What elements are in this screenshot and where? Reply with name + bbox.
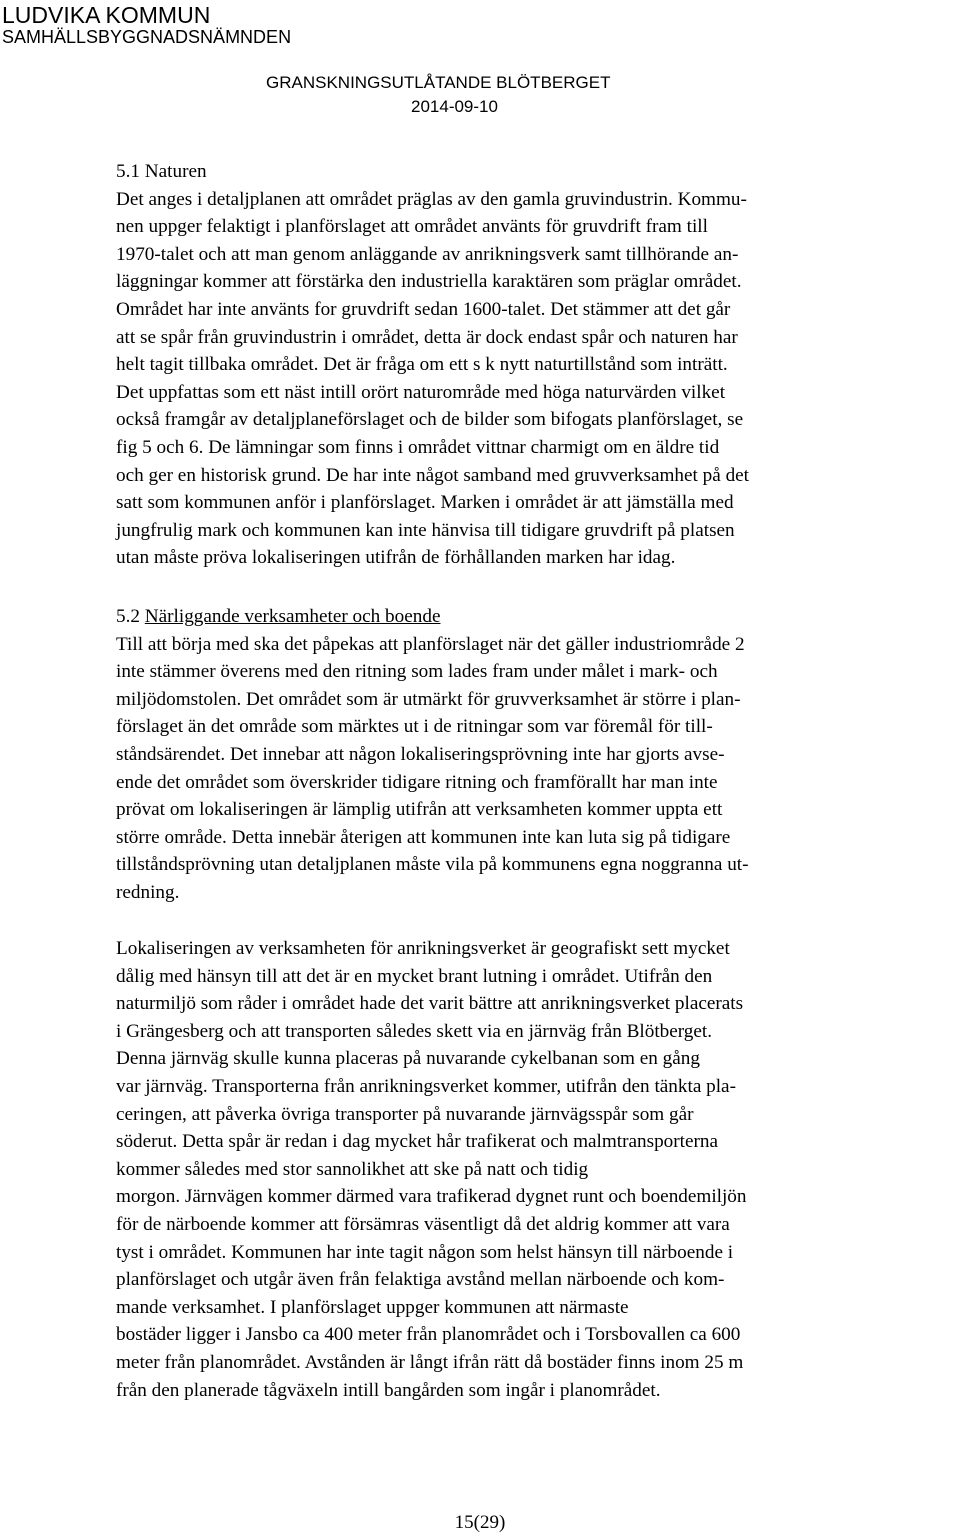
text-line: Det anges i detaljplanen att området präglas av den gamla gruvindustrin. Kommu- bbox=[116, 188, 747, 210]
text-line: inte stämmer överens med den ritning som lades fram under målet i mark- och bbox=[116, 661, 718, 683]
text-line: prövat om lokaliseringen är lämplig utifrån att verksamheten kommer uppta ett bbox=[116, 799, 723, 821]
text-line: förslaget än det område som märktes ut i de ritningar som var föremål för till- bbox=[116, 716, 713, 738]
section-body bbox=[116, 631, 916, 907]
text-line: nen uppger felaktigt i planförslaget att området använts för gruvdrift fram till bbox=[116, 216, 708, 238]
section-naturen bbox=[116, 158, 916, 572]
text-line: större område. Detta innebär återigen att kommunen inte kan luta sig på tidigare bbox=[116, 826, 731, 848]
document-date: 2014-09-10 bbox=[411, 97, 498, 116]
section-title: Närliggande verksamheter och boende bbox=[144, 606, 441, 627]
section-body bbox=[116, 186, 916, 572]
text-line: ceringen, att påverka övriga transporter på nuvarande järnvägsspår som går bbox=[116, 1103, 694, 1125]
text-line: Denna järnväg skulle kunna placeras på nuvarande cykelbanan som en gång bbox=[116, 1048, 700, 1070]
text-line: också framgår av detaljplaneförslaget och de bilder som bifogats planförslaget, se bbox=[116, 409, 744, 431]
text-line: 1970-talet och att man genom anläggande av anrikningsverk samt tillhörande an- bbox=[116, 243, 739, 265]
organization-name: LUDVIKA KOMMUN bbox=[2, 2, 211, 28]
text-line: Lokaliseringen av verksamheten för anrikningsverket är geografiskt sett mycket bbox=[116, 938, 730, 959]
text-line: ende det området som överskrider tidigare ritning och framförallt har man inte bbox=[116, 771, 718, 793]
text-line: meter från planområdet. Avstånden är långt ifrån rätt då bostäder finns inom 25 m bbox=[116, 1351, 744, 1373]
text-line: planförslaget och utgår även från felaktiga avstånd mellan närboende och kom- bbox=[116, 1269, 725, 1291]
text-line: Till att börja med ska det påpekas att planförslaget när det gäller industriområde 2 bbox=[116, 633, 745, 655]
text-line: och ger en historisk grund. De har inte något samband med gruvverksamhet på det bbox=[116, 464, 750, 486]
text-line: tillståndsprövning utan detaljplanen måste vila på kommunens egna noggranna ut- bbox=[116, 854, 749, 876]
text-line: satt som kommunen anför i planförslaget. Marken i området är att jämställa med bbox=[116, 492, 734, 514]
text-line: söderut. Detta spår är redan i dag mycket hår trafikerat och malmtransporterna bbox=[116, 1131, 719, 1153]
text-line: ståndsärendet. Det innebar att någon lokaliseringsprövning inte har gjorts avse- bbox=[116, 743, 725, 765]
text-line: miljödomstolen. Det området som är utmärkt för gruvverksamhet är större i plan- bbox=[116, 688, 741, 710]
text-line: mande verksamhet. I planförslaget uppger kommunen att närmaste bbox=[116, 1296, 629, 1318]
page-number: 15(29) bbox=[454, 1512, 506, 1533]
text-line: morgon. Järnvägen kommer därmed vara trafikerad dygnet runt och boendemiljön bbox=[116, 1186, 747, 1208]
section-lokalisering bbox=[116, 935, 916, 1404]
text-line: redning. bbox=[116, 881, 180, 903]
text-line: från den planerade tågväxeln intill bangården som ingår i planområdet. bbox=[116, 1379, 661, 1401]
text-line: tyst i området. Kommunen har inte tagit någon som helst hänsyn till närboende i bbox=[116, 1241, 734, 1263]
section-number: 5.2 bbox=[116, 606, 145, 627]
text-line: fig 5 och 6. De lämningar som finns i området vittnar charmigt om en äldre tid bbox=[116, 436, 720, 458]
text-line: i Grängesberg och att transporten således skett via en järnväg från Blötberget. bbox=[116, 1020, 713, 1042]
section-narliggande-verksamheter bbox=[116, 603, 916, 907]
department-name: SAMHÄLLSBYGGNADSNÄMNDEN bbox=[2, 27, 292, 47]
text-line: jungfrulig mark och kommunen kan inte hänvisa till tidigare gruvdrift på platsen bbox=[116, 519, 735, 541]
text-line: naturmiljö som råder i området hade det varit bättre att anrikningsverket placerats bbox=[116, 993, 744, 1015]
text-line: utan måste pröva lokaliseringen utifrån de förhållanden marken har idag. bbox=[116, 547, 676, 569]
text-line: helt tagit tillbaka området. Det är fråga om ett s k nytt naturtillstånd som inträtt. bbox=[116, 354, 728, 376]
text-line: för de närboende kommer att försämras väsentligt då det aldrig kommer att vara bbox=[116, 1213, 730, 1235]
text-line: Det uppfattas som ett näst intill orört naturområde med höga naturvärden vilket bbox=[116, 381, 726, 403]
text-line: var järnväg. Transporterna från anrikningsverket kommer, utifrån den tänkta pla- bbox=[116, 1075, 736, 1097]
document-title: GRANSKNINGSUTLÅTANDE BLÖTBERGET bbox=[266, 73, 611, 92]
section-heading bbox=[116, 158, 916, 186]
text-line: bostäder ligger i Jansbo ca 400 meter från planområdet och i Torsbovallen ca 600 bbox=[116, 1324, 741, 1346]
section-title: Naturen bbox=[144, 161, 207, 182]
text-line: kommer således med stor sannolikhet att ske på natt och tidig bbox=[116, 1158, 589, 1180]
section-number: 5.1 bbox=[116, 161, 145, 182]
section-heading bbox=[116, 603, 916, 631]
text-line: läggningar kommer att förstärka den industriella karaktären som präglar området. bbox=[116, 271, 742, 293]
text-line: Området har inte använts for gruvdrift sedan 1600-talet. Det stämmer att det går bbox=[116, 298, 731, 320]
text-line: att se spår från gruvindustrin i området, detta är dock endast spår och naturen har bbox=[116, 326, 738, 348]
text-line: dålig med hänsyn till att det är en mycket brant lutning i området. Utifrån den bbox=[116, 965, 713, 987]
